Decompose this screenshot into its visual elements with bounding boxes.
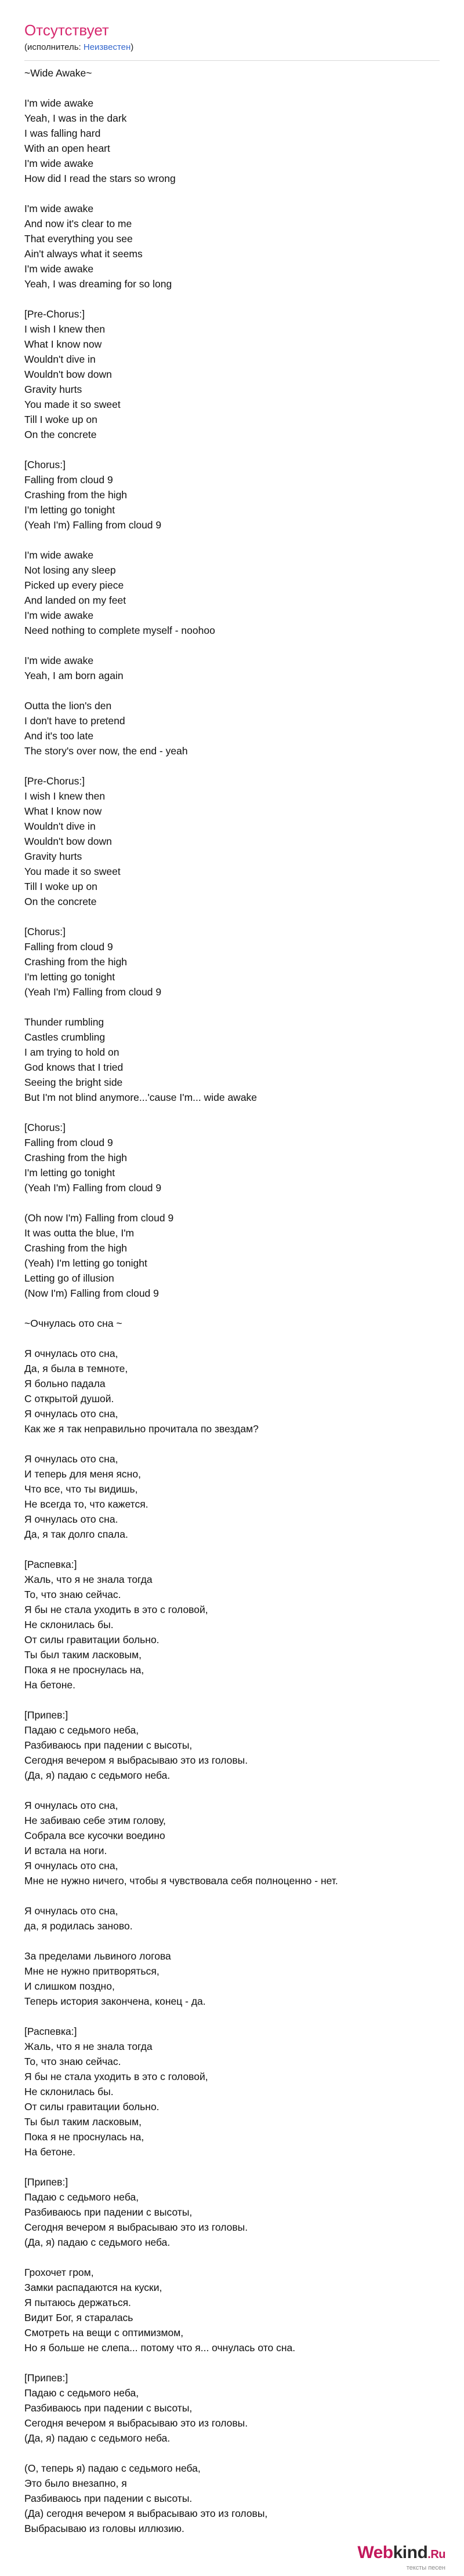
lyrics-line: I'm wide awake (24, 158, 94, 169)
lyrics-line: да, я родилась заново. (24, 1920, 133, 1932)
lyrics-line: I'm letting go tonight (24, 971, 115, 983)
lyrics-line: Crashing from the high (24, 1152, 128, 1163)
lyrics-line: You made it so sweet (24, 866, 121, 877)
lyrics-line: Сегодня вечером я выбрасываю это из головы. (24, 2417, 248, 2429)
lyrics-line: Need nothing to complete myself - noohoo (24, 625, 215, 636)
lyrics-line: На бетоне. (24, 2146, 76, 2158)
lyrics-line: Мне не нужно ничего, чтобы я чувствовала себя полноценно - нет. (24, 1875, 338, 1887)
lyrics-blank-line (24, 683, 440, 698)
lyrics-line: Я очнулась ото сна, (24, 1408, 118, 1420)
lyrics-line: I'm wide awake (24, 549, 94, 561)
lyrics-line: [Распевка:] (24, 1559, 77, 1570)
lyrics-line: Не склонилась бы. (24, 1619, 114, 1630)
lyrics-blank-line (24, 2446, 440, 2461)
lyrics-line: Падаю с седьмого неба, (24, 2387, 139, 2399)
logo-kind: kind (393, 2543, 428, 2562)
lyrics-line: Yeah, I am born again (24, 670, 124, 681)
lyrics-line: I'm wide awake (24, 203, 94, 214)
lyrics-line: It was outta the blue, I'm (24, 1227, 135, 1239)
lyrics-line: Wouldn't bow down (24, 368, 112, 380)
lyrics-line: Yeah, I was dreaming for so long (24, 278, 172, 290)
lyrics-blank-line (24, 909, 440, 924)
lyrics-line: Собрала все кусочки воедино (24, 1830, 165, 1841)
lyrics-line: От силы гравитации больно. (24, 1634, 160, 1645)
lyrics-line: (Yeah I'm) Falling from cloud 9 (24, 986, 162, 998)
lyrics-line: Seeing the bright side (24, 1077, 123, 1088)
lyrics-line: ~Wide Awake~ (24, 67, 92, 79)
lyrics-line: (Yeah I'm) Falling from cloud 9 (24, 519, 162, 531)
lyrics-line: Что все, что ты видишь, (24, 1483, 138, 1495)
lyrics-line: Till I woke up on (24, 414, 97, 425)
lyrics-line: I'm letting go tonight (24, 1167, 115, 1178)
lyrics-line: Я бы не стала уходить в это с головой, (24, 2071, 208, 2082)
lyrics-line: То, что знаю сейчас. (24, 2056, 121, 2067)
logo-wordmark (357, 2544, 445, 2564)
lyrics-line: Я пытаюсь держаться. (24, 2297, 131, 2308)
lyrics-blank-line (24, 1301, 440, 1316)
lyrics-line: И слишком поздно, (24, 1980, 115, 1992)
lyrics-line: ~Очнулась ото сна ~ (24, 1318, 122, 1329)
lyrics-line: I'm wide awake (24, 97, 94, 109)
lyrics-line: Picked up every piece (24, 579, 124, 591)
lyrics-line: Not losing any sleep (24, 564, 116, 576)
lyrics-line: On the concrete (24, 896, 97, 907)
lyrics-line: I am trying to hold on (24, 1046, 119, 1058)
lyrics-blank-line (24, 2250, 440, 2265)
lyrics-blank-line (24, 186, 440, 201)
lyrics-line: (Да, я) падаю с седьмого неба. (24, 2236, 171, 2248)
lyrics-blank-line (24, 442, 440, 457)
lyrics-line: (Now I'm) Falling from cloud 9 (24, 1287, 159, 1299)
lyrics-blank-line (24, 999, 440, 1015)
lyrics-line: Смотреть на вещи с оптимизмом, (24, 2327, 184, 2338)
lyrics-line: I was falling hard (24, 127, 101, 139)
site-logo[interactable] (357, 2544, 445, 2572)
lyrics-line: Мне не нужно притворяться, (24, 1965, 160, 1977)
lyrics-blank-line (24, 1692, 440, 1707)
lyrics-line: [Припев:] (24, 2176, 68, 2188)
lyrics-line: Я очнулась ото сна, (24, 1348, 118, 1359)
lyrics-line: Сегодня вечером я выбрасываю это из головы. (24, 2221, 248, 2233)
footer (0, 2535, 464, 2576)
lyrics-line: С открытой душой. (24, 1393, 114, 1404)
lyrics-line: Как же я так неправильно прочитала по звездам? (24, 1423, 259, 1435)
lyrics-line: Outta the lion's den (24, 700, 112, 711)
lyrics-line: What I know now (24, 805, 102, 817)
lyrics-line: I wish I knew then (24, 790, 106, 802)
lyrics-line: [Chorus:] (24, 926, 66, 937)
lyrics-line: The story's over now, the end - yeah (24, 745, 188, 757)
song-title: Отсутствует (24, 21, 109, 39)
lyrics-line: Crashing from the high (24, 956, 128, 968)
lyrics-line: То, что знаю сейчас. (24, 1589, 121, 1600)
lyrics-line: And landed on my feet (24, 594, 126, 606)
lyrics-line: Но я больше не слепа... потому что я... очнулась ото сна. (24, 2342, 296, 2354)
lyrics-line: Falling from cloud 9 (24, 941, 113, 953)
lyrics-blank-line (24, 1783, 440, 1798)
lyrics-blank-line (24, 291, 440, 307)
lyrics-line: And now it's clear to me (24, 218, 132, 229)
lyrics-line: Я очнулась ото сна, (24, 1905, 118, 1917)
lyrics-line: I'm wide awake (24, 655, 94, 666)
lyrics-line: I'm wide awake (24, 263, 94, 275)
lyrics-line: (Да, я) падаю с седьмого неба. (24, 2432, 171, 2444)
lyrics-blank-line (24, 2159, 440, 2174)
song-header (24, 21, 440, 53)
lyrics-blank-line (24, 1888, 440, 1903)
lyrics-line: (Да, я) падаю с седьмого неба. (24, 1769, 171, 1781)
lyrics-blank-line (24, 532, 440, 548)
lyrics-line: [Chorus:] (24, 459, 66, 470)
lyrics-line: With an open heart (24, 143, 110, 154)
lyrics-line: Ты был таким ласковым, (24, 2116, 142, 2128)
lyrics-blank-line (24, 1542, 440, 1557)
lyrics-line: Falling from cloud 9 (24, 1137, 113, 1148)
logo-web: Web (357, 2543, 393, 2562)
lyrics-blank-line (24, 1933, 440, 1949)
lyrics-line: That everything you see (24, 233, 133, 245)
lyrics-line: На бетоне. (24, 1679, 76, 1691)
lyrics-line: [Припев:] (24, 2372, 68, 2384)
lyrics-line: Это было внезапно, я (24, 2478, 127, 2489)
lyrics-blank-line (24, 758, 440, 773)
lyrics-line: But I'm not blind anymore...'cause I'm... wide awake (24, 1092, 258, 1103)
lyrics-line: И встала на ноги. (24, 1845, 107, 1856)
lyrics-line: Wouldn't dive in (24, 353, 96, 365)
lyrics-line: I don't have to pretend (24, 715, 125, 727)
lyrics-line: За пределами львиного логова (24, 1950, 171, 1962)
lyrics-line: What I know now (24, 338, 102, 350)
lyrics-line: I wish I knew then (24, 323, 106, 335)
lyrics-line: On the concrete (24, 429, 97, 440)
lyrics-line: (Yeah I'm) Falling from cloud 9 (24, 1182, 162, 1194)
lyrics-line: (О, теперь я) падаю с седьмого неба, (24, 2462, 201, 2474)
lyrics-blank-line (24, 1331, 440, 1346)
lyrics-line: Не всегда то, что кажется. (24, 1498, 148, 1510)
lyrics-line: Thunder rumbling (24, 1016, 104, 1028)
logo-ru: .Ru (427, 2548, 445, 2561)
lyrics-line: [Припев:] (24, 1709, 68, 1721)
lyrics-blank-line (24, 2355, 440, 2370)
lyrics-blank-line (24, 1105, 440, 1120)
lyrics-line: Грохочет гром, (24, 2267, 94, 2278)
lyrics-line: [Распевка:] (24, 2026, 77, 2037)
lyrics-line: (Да) сегодня вечером я выбрасываю это из головы, (24, 2508, 268, 2519)
lyrics-line: Выбрасываю из головы иллюзию. (24, 2523, 184, 2534)
lyrics-line: [Pre-Chorus:] (24, 775, 85, 787)
lyrics-line: [Chorus:] (24, 1122, 66, 1133)
lyrics-line: Да, я была в темноте, (24, 1363, 128, 1374)
lyrics-line: Letting go of illusion (24, 1272, 114, 1284)
lyrics-line: Я больно падала (24, 1378, 106, 1389)
lyrics-line: Да, я так долго спала. (24, 1528, 128, 1540)
lyrics-line: Жаль, что я не знала тогда (24, 1574, 153, 1585)
lyrics-line: You made it so sweet (24, 399, 121, 410)
lyrics-line: Ты был таким ласковым, (24, 1649, 142, 1661)
lyrics-line: Разбиваюсь при падении с высоты, (24, 2206, 193, 2218)
lyrics-line: От силы гравитации больно. (24, 2101, 160, 2112)
lyrics-line: Я очнулась ото сна. (24, 1513, 118, 1525)
lyrics-line: Пока я не проснулась на, (24, 2131, 144, 2143)
lyrics-line: И теперь для меня ясно, (24, 1468, 141, 1480)
lyrics-line: Не забиваю себе этим голову, (24, 1815, 166, 1826)
lyrics-line: [Pre-Chorus:] (24, 308, 85, 320)
lyrics-line: Crashing from the high (24, 489, 128, 501)
lyrics-line: And it's too late (24, 730, 94, 742)
lyrics-line: Пока я не проснулась на, (24, 1664, 144, 1676)
lyrics-line: Не склонилась бы. (24, 2086, 114, 2097)
lyrics-line: Жаль, что я не знала тогда (24, 2041, 153, 2052)
lyrics-line: Till I woke up on (24, 881, 97, 892)
lyrics-line: Я очнулась ото сна, (24, 1800, 118, 1811)
lyrics-line: Разбиваюсь при падении с высоты. (24, 2493, 193, 2504)
lyrics-line: How did I read the stars so wrong (24, 173, 176, 184)
artist-link[interactable]: Неизвестен (83, 42, 131, 52)
lyrics-body (24, 60, 440, 2551)
meta-suffix: ) (130, 42, 134, 52)
lyrics-line: Gravity hurts (24, 851, 82, 862)
lyrics-line: Замки распадаются на куски, (24, 2282, 162, 2293)
lyrics-line: God knows that I tried (24, 1061, 124, 1073)
lyrics-line: Wouldn't dive in (24, 820, 96, 832)
lyrics-line: Разбиваюсь при падении с высоты, (24, 1739, 193, 1751)
lyrics-blank-line (24, 1436, 440, 1451)
lyrics-line: I'm letting go tonight (24, 504, 115, 516)
lyrics-line: Я очнулась ото сна, (24, 1860, 118, 1871)
lyrics-blank-line (24, 1195, 440, 1210)
lyrics-line: Сегодня вечером я выбрасываю это из головы. (24, 1754, 248, 1766)
lyrics-line: Gravity hurts (24, 384, 82, 395)
lyrics-line: Падаю с седьмого неба, (24, 2191, 139, 2203)
lyrics-line: Crashing from the high (24, 1242, 128, 1254)
lyrics-line: I'm wide awake (24, 610, 94, 621)
lyrics-line: Ain't always what it seems (24, 248, 143, 260)
lyrics-blank-line (24, 81, 440, 96)
lyrics-blank-line (24, 638, 440, 653)
lyrics-line: (Yeah) I'm letting go tonight (24, 1257, 147, 1269)
lyrics-blank-line (24, 2009, 440, 2024)
logo-tagline: тексты песен (406, 2564, 445, 2571)
lyrics-line: Теперь история закончена, конец - да. (24, 1995, 206, 2007)
artist-meta (24, 42, 440, 53)
meta-prefix: (исполнитель: (24, 42, 84, 52)
lyrics-line: Yeah, I was in the dark (24, 112, 127, 124)
lyrics-line: Falling from cloud 9 (24, 474, 113, 486)
lyrics-line: Падаю с седьмого неба, (24, 1724, 139, 1736)
lyrics-line: Видит Бог, я старалась (24, 2312, 133, 2323)
lyrics-line: (Oh now I'm) Falling from cloud 9 (24, 1212, 174, 1224)
lyrics-line: Castles crumbling (24, 1031, 106, 1043)
lyrics-line: Я бы не стала уходить в это с головой, (24, 1604, 208, 1615)
lyrics-line: Wouldn't bow down (24, 835, 112, 847)
lyrics-line: Разбиваюсь при падении с высоты, (24, 2402, 193, 2414)
lyrics-line: Я очнулась ото сна, (24, 1453, 118, 1465)
